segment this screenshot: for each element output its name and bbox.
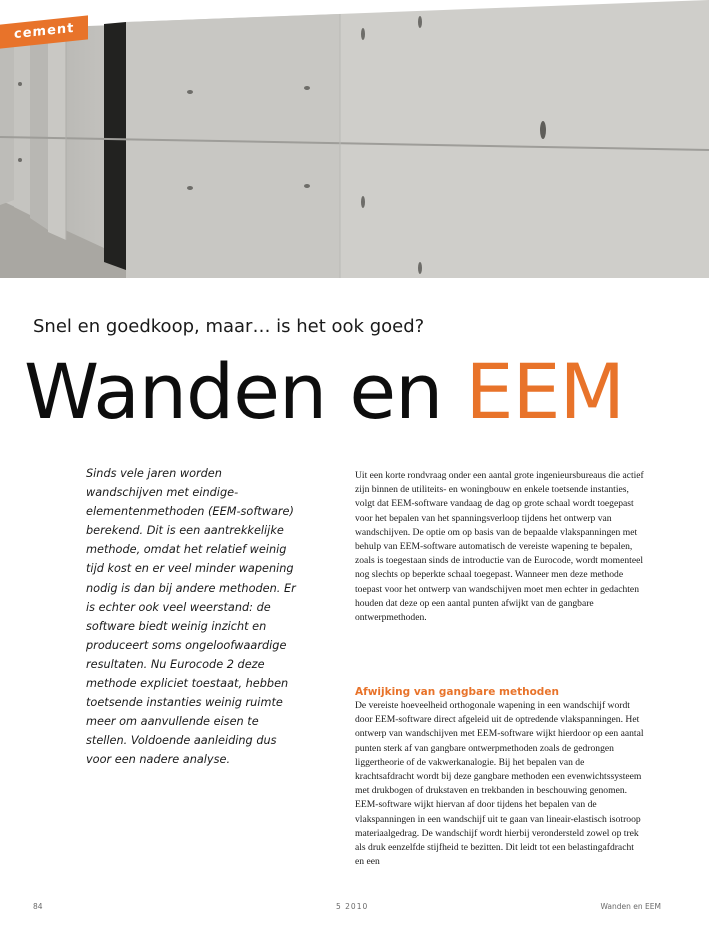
issue-label: 5 2010 — [336, 902, 369, 911]
title-accent: EEM — [465, 347, 625, 436]
body-column-part1 — [355, 469, 645, 625]
magazine-logo: cement — [0, 15, 88, 48]
hero-photo-concrete-walls — [0, 0, 709, 278]
section-heading: Afwijking van gangbare methoden — [355, 686, 559, 698]
title-main: Wanden en — [24, 347, 466, 436]
intro-paragraph: Sinds vele jaren worden wandschijven met eindige-elementenmethoden (EEM-software) berekend. Dit is een aantrekkelijke methode, omdat het relatief weinig tijd kost en er veel minder wapening nodig is dan bij andere methoden. Er is echter ook veel weerstand: de software biedt weinig inzicht en produceert soms ongeloofwaardige resultaten. Nu Eurocode 2 deze methode expliciet toestaat, hebben toetsende instanties weinig ruimte meer om aanvullende eisen te stellen. Voldoende aanleiding dus voor een nadere analyse. — [86, 467, 296, 767]
article-title — [24, 344, 624, 440]
article-subtitle: Snel en goedkoop, maar… is het ook goed? — [33, 316, 425, 337]
page-number: 84 — [33, 902, 43, 911]
body-column-part2 — [355, 685, 645, 869]
running-title: Wanden en EEM — [600, 902, 661, 911]
body-paragraph-1: Uit een korte rondvraag onder een aantal grote ingenieursbureaus die actief zijn binnen de utiliteits- en woningbouw en enkele toetsende instanties, volgt dat EEM-software vandaag de dag op grote schaal wordt toegepast voor het bepalen van het spanningsverloop tijdens het ontwerp van wandschijven. De optie om op basis van de bepaalde vlakspanningen met behulp van EEM-software automatisch de vereiste wapening te bepalen, zoals is toegestaan sinds de introductie van de Eurocode, wordt momenteel nog slechts op beperkte schaal toegepast. Wanneer men deze methode toepast voor het ontwerp van wandschijven moet men echter in gedachten houden dat deze op een aantal punten afwijkt van de gangbare ontwerpmethoden. — [355, 470, 644, 624]
concrete-walls-illustration — [0, 0, 709, 278]
body-paragraph-2: De vereiste hoeveelheid orthogonale wapening in een wandschijf wordt door EEM-software direct afgeleid uit de optredende vlakspanningen. Het ontwerp van wandschijven met EEM-software wijkt hierdoor op een aantal punten sterk af van gangbare ontwerpmethoden zoals de gedrongen liggertheorie of de vakwerkanalogie. Bij het bepalen van de krachtsafdracht wordt bij deze gangbare methoden een evenwichtssysteem met drukbogen of drukstaven en trekbanden in beschouwing genomen. EEM-software wijkt hiervan af door tijdens het bepalen van de vlakspanningen in een wandschijf uit te gaan van lineair-elastisch isotroop materiaalgedrag. De wandschijf wordt hierbij verondersteld zowel op trek als druk eenzelfde stijfheid te bezitten. Dit leidt tot een belastingafdracht en een — [355, 700, 644, 868]
